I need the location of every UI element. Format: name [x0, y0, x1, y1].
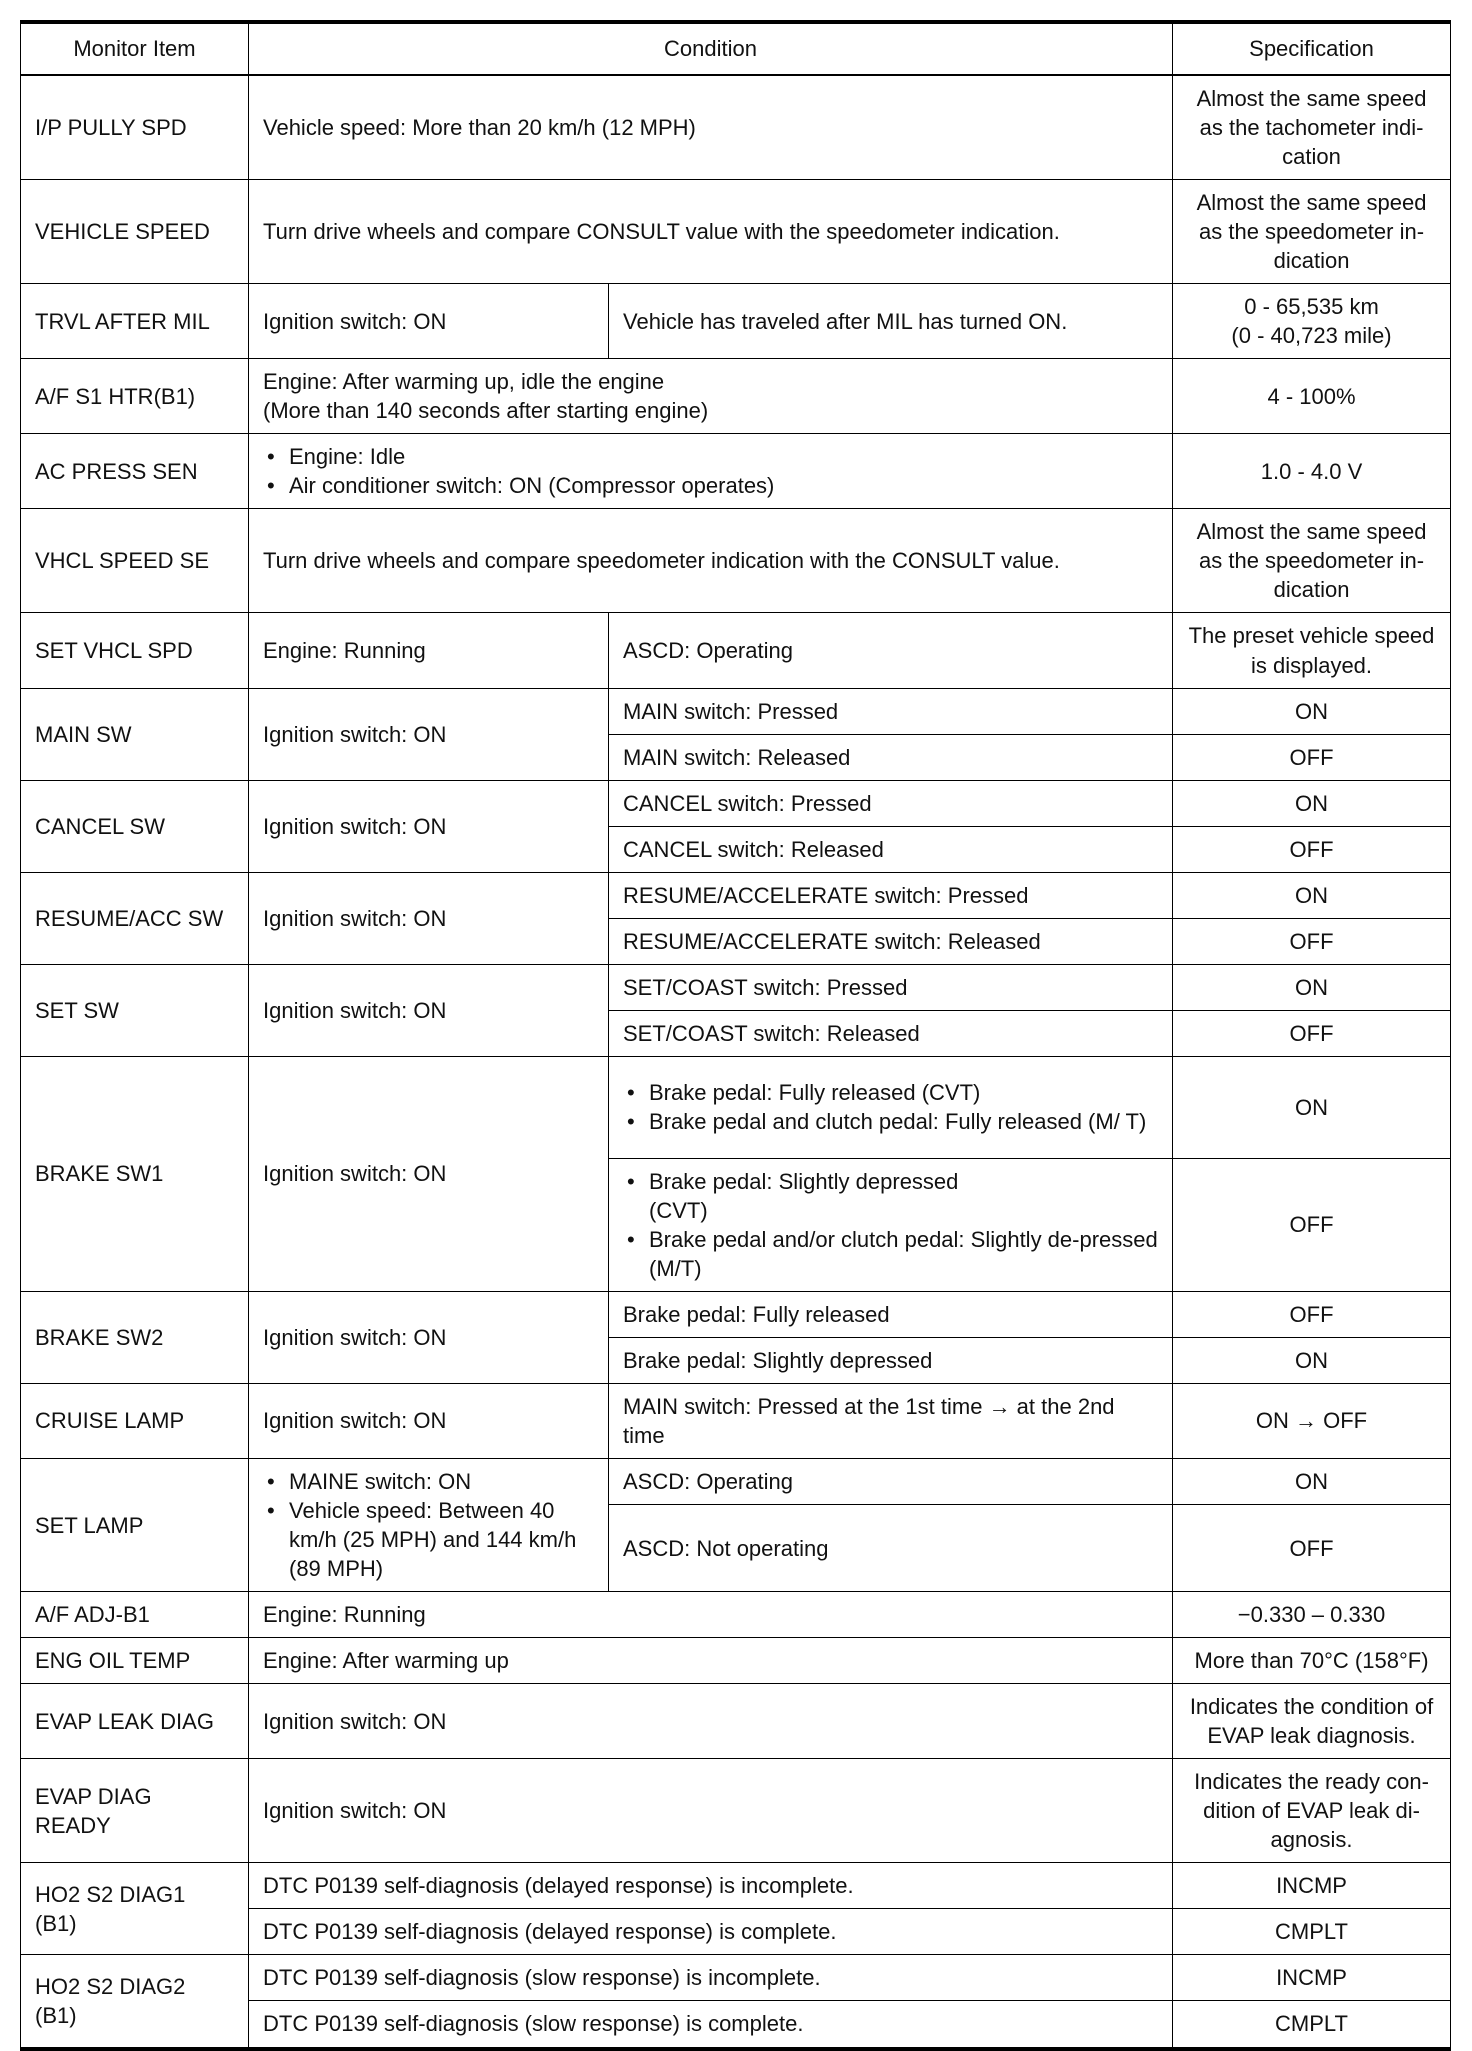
condition-cell: DTC P0139 self-diagnosis (slow response) is incomplete.	[249, 1955, 1173, 2001]
table-row	[21, 613, 1451, 688]
sub-condition-cell	[609, 1158, 1173, 1291]
spec-cell: CMPLT	[1173, 2001, 1451, 2049]
condition-cell: Ignition switch: ON	[249, 1684, 1173, 1759]
item-cell: A/F S1 HTR(B1)	[21, 359, 249, 434]
spec-cell: The preset vehicle speed is displayed.	[1173, 613, 1451, 688]
sub-condition-cell: SET/COAST switch: Pressed	[609, 964, 1173, 1010]
spec-cell: OFF	[1173, 1291, 1451, 1337]
spec-cell: ON	[1173, 1056, 1451, 1158]
item-cell: BRAKE SW2	[21, 1291, 249, 1383]
table-row	[21, 359, 1451, 434]
condition-cell: Ignition switch: ON	[249, 872, 609, 964]
spec-cell: Almost the same speed as the speedometer in-dication	[1173, 180, 1451, 284]
table-row	[21, 1592, 1451, 1638]
condition-cell: Ignition switch: ON	[249, 688, 609, 780]
table-row	[21, 1759, 1451, 1863]
condition-cell: Ignition switch: ON	[249, 780, 609, 872]
condition-bullet: • Vehicle speed: Between 40 km/h (25 MPH) and 144 km/h (89 MPH)	[263, 1496, 594, 1583]
spec-cell: 1.0 - 4.0 V	[1173, 434, 1451, 509]
item-cell: SET VHCL SPD	[21, 613, 249, 688]
item-cell: VEHICLE SPEED	[21, 180, 249, 284]
condition-cell: Turn drive wheels and compare speedometer indication with the CONSULT value.	[249, 509, 1173, 613]
table-row	[21, 180, 1451, 284]
spec-cell: OFF	[1173, 826, 1451, 872]
condition-cell: Engine: Running	[249, 613, 609, 688]
table-row	[21, 1955, 1451, 2001]
condition-cell	[249, 434, 1173, 509]
spec-cell: INCMP	[1173, 1863, 1451, 1909]
item-cell: RESUME/ACC SW	[21, 872, 249, 964]
spec-cell: Almost the same speed as the tachometer indi-cation	[1173, 75, 1451, 180]
spec-cell: ON	[1173, 964, 1451, 1010]
table-row	[21, 1459, 1451, 1505]
spec-cell: More than 70°C (158°F)	[1173, 1638, 1451, 1684]
spec-cell: OFF	[1173, 1505, 1451, 1592]
table-row	[21, 1684, 1451, 1759]
item-cell: CANCEL SW	[21, 780, 249, 872]
spec-cell: 4 - 100%	[1173, 359, 1451, 434]
condition-bullet-list	[263, 442, 1158, 500]
spec-cell: OFF	[1173, 1010, 1451, 1056]
spec-cell: Indicates the ready con-dition of EVAP leak di-agnosis.	[1173, 1759, 1451, 1863]
condition-cell: DTC P0139 self-diagnosis (delayed response) is incomplete.	[249, 1863, 1173, 1909]
condition-cell: Ignition switch: ON	[249, 964, 609, 1056]
spec-cell: ON	[1173, 1337, 1451, 1383]
spec-cell: OFF	[1173, 734, 1451, 780]
condition-cell: Ignition switch: ON	[249, 1056, 609, 1291]
sub-condition-cell: MAIN switch: Pressed at the 1st time → at the 2nd time	[609, 1383, 1173, 1458]
condition-bullet: • Brake pedal: Slightly depressed (CVT)	[623, 1167, 1158, 1225]
condition-cell: Engine: Running	[249, 1592, 1173, 1638]
spec-cell: ON	[1173, 1459, 1451, 1505]
spec-cell: ON	[1173, 780, 1451, 826]
monitor-item-document	[20, 20, 1450, 2051]
condition-bullet: • Engine: Idle	[263, 442, 1158, 471]
spec-cell: ON	[1173, 872, 1451, 918]
item-cell: TRVL AFTER MIL	[21, 284, 249, 359]
header-monitor-item: Monitor Item	[21, 22, 249, 75]
sub-condition-cell: CANCEL switch: Released	[609, 826, 1173, 872]
sub-condition-cell	[609, 1056, 1173, 1158]
sub-condition-cell: CANCEL switch: Pressed	[609, 780, 1173, 826]
table-row	[21, 872, 1451, 918]
sub-condition-cell: Vehicle has traveled after MIL has turned ON.	[609, 284, 1173, 359]
spec-cell: Almost the same speed as the speedometer in-dication	[1173, 509, 1451, 613]
table-row	[21, 688, 1451, 734]
sub-condition-cell: RESUME/ACCELERATE switch: Released	[609, 918, 1173, 964]
condition-bullet-list	[263, 1467, 594, 1583]
sub-condition-cell: Brake pedal: Fully released	[609, 1291, 1173, 1337]
condition-cell: Vehicle speed: More than 20 km/h (12 MPH)	[249, 75, 1173, 180]
condition-cell: Turn drive wheels and compare CONSULT value with the speedometer indication.	[249, 180, 1173, 284]
sub-condition-cell: ASCD: Operating	[609, 1459, 1173, 1505]
item-cell: SET SW	[21, 964, 249, 1056]
spec-cell: OFF	[1173, 1158, 1451, 1291]
table-header-row	[21, 22, 1451, 75]
item-cell: BRAKE SW1	[21, 1056, 249, 1291]
item-cell: EVAP DIAG READY	[21, 1759, 249, 1863]
table-row	[21, 434, 1451, 509]
sub-condition-cell: RESUME/ACCELERATE switch: Pressed	[609, 872, 1173, 918]
condition-cell: Engine: After warming up	[249, 1638, 1173, 1684]
item-cell: VHCL SPEED SE	[21, 509, 249, 613]
condition-bullet: • Brake pedal and clutch pedal: Fully released (M/ T)	[623, 1107, 1158, 1136]
item-cell: CRUISE LAMP	[21, 1383, 249, 1458]
table-row	[21, 1056, 1451, 1158]
table-row	[21, 284, 1451, 359]
sub-condition-cell: ASCD: Operating	[609, 613, 1173, 688]
table-row	[21, 75, 1451, 180]
spec-cell: OFF	[1173, 918, 1451, 964]
item-cell: EVAP LEAK DIAG	[21, 1684, 249, 1759]
table-row	[21, 1863, 1451, 1909]
condition-cell: DTC P0139 self-diagnosis (slow response) is complete.	[249, 2001, 1173, 2049]
condition-cell: Ignition switch: ON	[249, 1759, 1173, 1863]
condition-bullet: • Air conditioner switch: ON (Compressor operates)	[263, 471, 1158, 500]
spec-cell: CMPLT	[1173, 1909, 1451, 1955]
table-row	[21, 1383, 1451, 1458]
condition-bullet-list	[623, 1078, 1158, 1136]
table-row	[21, 509, 1451, 613]
spec-cell: ON	[1173, 688, 1451, 734]
condition-bullet: • Brake pedal and/or clutch pedal: Slightly de-pressed (M/T)	[623, 1225, 1158, 1283]
condition-cell: Engine: After warming up, idle the engine (More than 140 seconds after starting engine)	[249, 359, 1173, 434]
item-cell: MAIN SW	[21, 688, 249, 780]
monitor-item-table	[20, 20, 1451, 2051]
table-row	[21, 780, 1451, 826]
spec-cell: ON → OFF	[1173, 1383, 1451, 1458]
condition-cell: Ignition switch: ON	[249, 284, 609, 359]
spec-cell: 0 - 65,535 km (0 - 40,723 mile)	[1173, 284, 1451, 359]
condition-cell: Ignition switch: ON	[249, 1383, 609, 1458]
condition-cell: Ignition switch: ON	[249, 1291, 609, 1383]
item-cell: A/F ADJ-B1	[21, 1592, 249, 1638]
item-cell: SET LAMP	[21, 1459, 249, 1592]
item-cell: HO2 S2 DIAG2 (B1)	[21, 1955, 249, 2049]
sub-condition-cell: ASCD: Not operating	[609, 1505, 1173, 1592]
item-cell: HO2 S2 DIAG1 (B1)	[21, 1863, 249, 1955]
item-cell: I/P PULLY SPD	[21, 75, 249, 180]
table-row	[21, 1638, 1451, 1684]
condition-bullet-list	[623, 1167, 1158, 1283]
condition-bullet: • Brake pedal: Fully released (CVT)	[623, 1078, 1158, 1107]
header-specification: Specification	[1173, 22, 1451, 75]
spec-cell: −0.330 – 0.330	[1173, 1592, 1451, 1638]
header-condition: Condition	[249, 22, 1173, 75]
sub-condition-cell: MAIN switch: Pressed	[609, 688, 1173, 734]
condition-bullet: • MAINE switch: ON	[263, 1467, 594, 1496]
condition-cell: DTC P0139 self-diagnosis (delayed response) is complete.	[249, 1909, 1173, 1955]
condition-cell	[249, 1459, 609, 1592]
table-row	[21, 964, 1451, 1010]
table-row	[21, 1291, 1451, 1337]
spec-cell: Indicates the condition of EVAP leak diagnosis.	[1173, 1684, 1451, 1759]
item-cell: ENG OIL TEMP	[21, 1638, 249, 1684]
sub-condition-cell: MAIN switch: Released	[609, 734, 1173, 780]
spec-cell: INCMP	[1173, 1955, 1451, 2001]
sub-condition-cell: SET/COAST switch: Released	[609, 1010, 1173, 1056]
sub-condition-cell: Brake pedal: Slightly depressed	[609, 1337, 1173, 1383]
item-cell: AC PRESS SEN	[21, 434, 249, 509]
